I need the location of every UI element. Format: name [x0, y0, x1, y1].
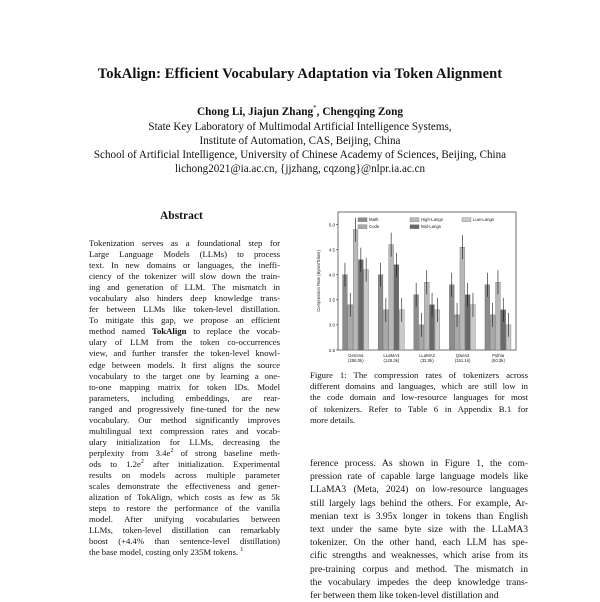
abstract-line: alization of TokAlign, which costs as few as 5k: [89, 492, 280, 503]
legend-swatch: [358, 218, 367, 222]
caption-line: the code domain and low-resource languages for most: [310, 392, 528, 403]
author-name: Jiajun Zhang: [248, 105, 314, 118]
bar: [353, 230, 358, 350]
author-emails: lichong2021@ia.ac.cn, {jjzhang, cqzong}@nlpr.ia.ac.cn: [174, 163, 426, 175]
abstract-line: method named TokAlign to replace the vocab-: [89, 326, 280, 337]
abstract-line: ulary of LLM from the token co-occurrences: [89, 337, 280, 348]
x-tick-label: Gemma: [348, 353, 364, 358]
legend-swatch: [358, 225, 367, 229]
x-tick-label: (256.0k): [347, 358, 364, 363]
abstract-line: LLMs, token-level distillation can remarkably: [89, 525, 280, 536]
abstract-line: fer between LLMs like token-level distillation.: [89, 304, 280, 315]
abstract-text: [89, 238, 280, 558]
abstract-line: vocabulary. Our method significantly improves: [89, 414, 280, 425]
y-tick-label: 3.5: [328, 297, 335, 303]
paper-title: TokAlign: Efficient Vocabulary Adaptation via Token Alignment: [97, 66, 503, 82]
body-line: fer between them like token-level distillation and: [310, 590, 499, 602]
abstract-heading: Abstract: [160, 210, 203, 222]
body-line: LLaMA3 (Meta, 2024) on low-resource languages: [310, 484, 528, 496]
legend-swatch: [410, 225, 419, 229]
abstract-line: the base model, costing only 235M tokens. $^1$: [89, 547, 244, 558]
abstract-line: to-one mapping matrix for token IDs. Model: [89, 381, 280, 392]
abstract-line: ing and generation of LLM. The mismatch in: [89, 282, 280, 293]
abstract-line: ciency of the tokenizer will slow down the train-: [89, 271, 280, 282]
abstract-line: ranged and progressively fine-tuned for the new: [89, 403, 280, 414]
x-tick-label: (151.1k): [454, 358, 471, 363]
body-line: menian text is 3.95x longer in tokens than English: [310, 510, 528, 522]
affiliation-line: State Key Laboratory of Multimodal Artificial Intelligence Systems,: [148, 121, 452, 133]
abstract-line: vocabulary to the target one by learning a one-: [89, 370, 280, 381]
abstract-line: results on models across multiple parameter: [89, 469, 280, 480]
abstract-line: To mitigate this gap, we propose an efficient: [89, 315, 280, 326]
abstract-line: steps to restore the performance of the vanilla: [89, 503, 280, 514]
y-axis-label: Compression Rate (Bytes/Token): [316, 250, 321, 312]
corresponding-author-mark: *: [313, 104, 317, 112]
x-tick-label: LLaMA3: [383, 353, 400, 358]
abstract-line: Large Language Models (LLMs) to process: [89, 249, 280, 260]
bar: [358, 260, 363, 350]
abstract-line: view, and further transfer the token-level knowl-: [89, 348, 280, 359]
caption-line: different domains and languages, which are still low in: [310, 381, 528, 392]
y-tick-label: 3.0: [328, 322, 335, 328]
y-tick-label: 2.5: [328, 347, 335, 353]
abstract-line: perplexity from $3.4e^2$ of strong baseline meth-: [89, 447, 281, 458]
caption-line: of tokenizers. Refer to Table 6 in Appendix B.1 for: [310, 403, 528, 414]
body-text: [310, 457, 528, 602]
abstract-line: model. After unifying vocabularies between: [89, 514, 280, 525]
figure-caption: [310, 370, 528, 426]
abstract-line: edge between models. It first aligns the source: [89, 359, 280, 370]
body-line: cific strengths and weaknesses, which arise from its: [310, 550, 528, 562]
x-tick-label: (32.0k): [420, 358, 434, 363]
x-tick-label: LLaMA2: [418, 353, 436, 358]
body-line: tokenizer. On the other hand, each LLM has spe-: [310, 537, 528, 549]
bar: [364, 270, 369, 350]
body-line: text under the same byte size with the LLaMA3: [310, 524, 528, 536]
x-tick-label: (50.3k): [491, 358, 505, 363]
x-tick-label: Pythia: [492, 353, 505, 358]
abstract-line: Tokenization serves as a foundational step for: [89, 238, 280, 248]
y-tick-label: 4.5: [328, 247, 335, 253]
bar: [394, 265, 399, 350]
abstract-line: multilingual text compression rates and vocab-: [89, 425, 280, 436]
abstract-line: parameters, including embeddings, are rear-: [89, 392, 280, 403]
caption-line: more details.: [310, 414, 356, 425]
y-tick-label: 4.0: [328, 272, 335, 278]
abstract-line: scales demonstrate the effectiveness and gener-: [89, 481, 280, 492]
affiliation-line: Institute of Automation, CAS, Beijing, China: [199, 135, 401, 147]
author-name: Chengqing Zong: [322, 105, 404, 118]
author-name: Chong Li: [196, 105, 243, 118]
legend-swatch: [410, 218, 419, 222]
author-list: Chong Li, Jiajun Zhang*, Chengqing Zong: [196, 104, 404, 118]
legend-label: Mid-Langs: [421, 224, 442, 229]
body-line: still largely lags behind the others. For example, Ar-: [310, 497, 528, 509]
compression-rate-chart: [310, 208, 524, 370]
affiliation-line: School of Artificial Intelligence, University of Chinese Academy of Sciences, Beijing, China: [93, 149, 507, 161]
body-line: ference process. As shown in Figure 1, the com-: [310, 458, 528, 469]
legend-label: High-Langs: [421, 217, 443, 222]
abstract-line: ods to $1.2e^2$ after initialization. Experimental: [89, 458, 280, 469]
abstract-line: vocabulary also hinders deep knowledge trans-: [89, 293, 280, 304]
body-line: pression rate of capable large language models like: [310, 471, 528, 483]
abstract-line: ulary initialization for LLMs, decreasing the: [89, 436, 280, 447]
x-tick-label: Qwen2: [455, 353, 470, 358]
body-line: the vocabulary impedes the deep knowledge trans-: [310, 576, 528, 588]
caption-line: Figure 1: The compression rates of tokenizers across: [310, 370, 528, 380]
y-tick-label: 5.0: [328, 222, 335, 228]
legend-label: Code: [369, 224, 380, 229]
body-line: pre-training corpus and method. The mismatch in: [310, 563, 528, 575]
abstract-line: text. In new domains or languages, the ineffi-: [89, 260, 280, 271]
legend-label: Math: [369, 217, 379, 222]
legend-label: Low-Langs: [473, 217, 495, 222]
x-tick-label: (128.3k): [383, 358, 400, 363]
bar: [389, 245, 394, 350]
legend-swatch: [462, 218, 471, 222]
bar: [460, 247, 465, 350]
abstract-line: boost (+4.4% than sentence-level distillation): [89, 536, 280, 547]
